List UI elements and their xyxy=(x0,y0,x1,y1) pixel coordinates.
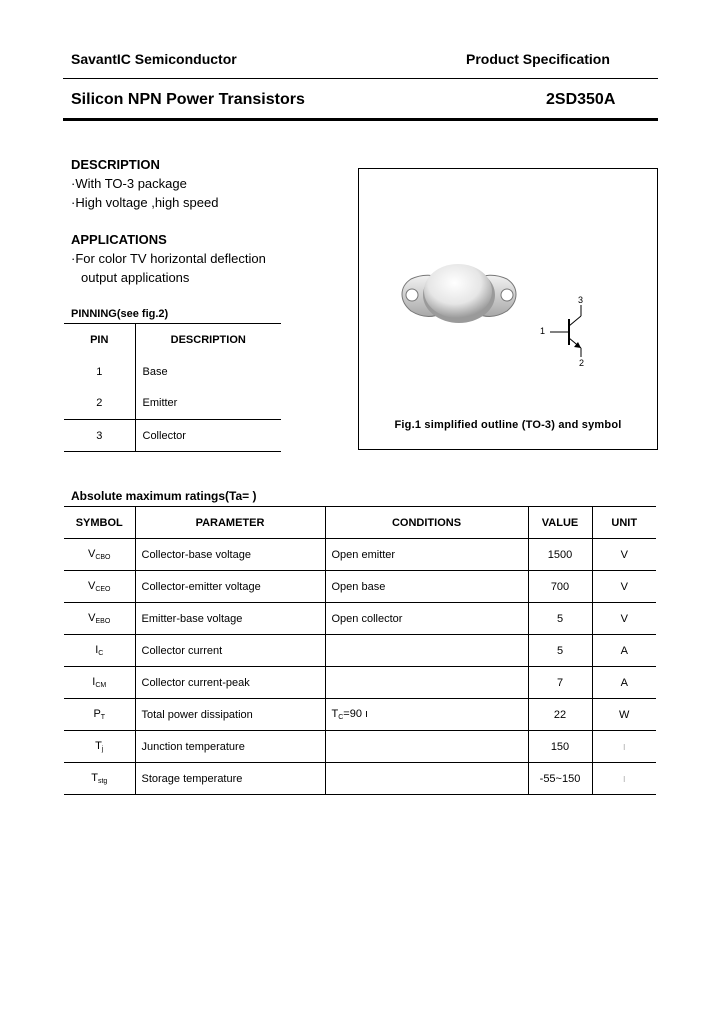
title-divider xyxy=(63,118,658,121)
pinning-table xyxy=(64,323,281,452)
value-cell: 150 xyxy=(528,731,592,763)
pinning-heading: PINNING(see fig.2) xyxy=(71,308,169,320)
ratings-heading: Absolute maximum ratings(Ta= ) xyxy=(71,489,257,503)
product-line: Silicon NPN Power Transistors xyxy=(71,91,305,108)
pin-col-header: PIN xyxy=(64,324,135,356)
pin-description: Collector xyxy=(135,420,281,452)
symbol-cell: $P_T$ xyxy=(64,699,135,731)
figure-box xyxy=(358,168,658,450)
parameter-cell: Total power dissipation xyxy=(135,699,325,731)
ratings-table xyxy=(64,506,656,795)
unit-cell: A xyxy=(592,635,656,667)
conditions-cell xyxy=(325,667,528,699)
table-row xyxy=(64,388,281,420)
pin-1-label: 1 xyxy=(540,326,546,336)
npn-transistor-symbol xyxy=(359,169,659,409)
table-row xyxy=(64,667,656,699)
parameter-cell: Collector-base voltage xyxy=(135,539,325,571)
symbol-col-header: SYMBOL xyxy=(64,507,135,539)
table-row xyxy=(64,356,281,388)
description-item: ·High voltage ,high speed xyxy=(71,195,219,210)
symbol-cell: $T_{stg}$ xyxy=(64,763,135,795)
conditions-col-header: CONDITIONS xyxy=(325,507,528,539)
parameter-cell: Junction temperature xyxy=(135,731,325,763)
figure-caption: Fig.1 simplified outline (TO-3) and symbol xyxy=(394,419,622,431)
header-divider xyxy=(63,78,658,79)
value-cell: 7 xyxy=(528,667,592,699)
parameter-cell: Collector current-peak xyxy=(135,667,325,699)
conditions-cell: Open collector xyxy=(325,603,528,635)
table-row xyxy=(64,635,656,667)
value-cell: 5 xyxy=(528,635,592,667)
conditions-cell: Open base xyxy=(325,571,528,603)
conditions-cell: Open emitter xyxy=(325,539,528,571)
unit-cell: ı xyxy=(592,763,656,795)
description-item: ·With TO-3 package xyxy=(71,176,187,191)
pin-number: 1 xyxy=(64,356,135,388)
unit-cell: V xyxy=(592,603,656,635)
conditions-cell: $T_C=90$ ı xyxy=(325,699,528,731)
parameter-col-header: PARAMETER xyxy=(135,507,325,539)
table-row xyxy=(64,539,656,571)
applications-heading: APPLICATIONS xyxy=(71,232,167,247)
table-row xyxy=(64,571,656,603)
parameter-cell: Storage temperature xyxy=(135,763,325,795)
applications-line: ·For color TV horizontal deflection xyxy=(71,251,266,266)
symbol-cell: $V_{CEO}$ xyxy=(64,571,135,603)
parameter-cell: Collector current xyxy=(135,635,325,667)
unit-col-header: UNIT xyxy=(592,507,656,539)
part-number: 2SD350A xyxy=(546,91,616,108)
unit-cell: ı xyxy=(592,731,656,763)
pin-2-label: 2 xyxy=(579,358,585,368)
parameter-cell: Emitter-base voltage xyxy=(135,603,325,635)
symbol-cell: $V_{EBO}$ xyxy=(64,603,135,635)
conditions-cell xyxy=(325,763,528,795)
unit-cell: W xyxy=(592,699,656,731)
spec-label: Product Specification xyxy=(466,51,610,67)
symbol-cell: $T_j$ xyxy=(64,731,135,763)
unit-cell: V xyxy=(592,539,656,571)
value-cell: 700 xyxy=(528,571,592,603)
symbol-cell: $V_{CBO}$ xyxy=(64,539,135,571)
description-heading: DESCRIPTION xyxy=(71,157,160,172)
conditions-cell xyxy=(325,731,528,763)
unit-cell: A xyxy=(592,667,656,699)
table-row xyxy=(64,699,656,731)
table-row xyxy=(64,603,656,635)
table-row xyxy=(64,731,656,763)
company-name: SavantIC Semiconductor xyxy=(71,51,237,67)
symbol-cell: $I_{CM}$ xyxy=(64,667,135,699)
value-cell: 22 xyxy=(528,699,592,731)
table-row xyxy=(64,763,656,795)
value-cell: -55~150 xyxy=(528,763,592,795)
parameter-cell: Collector-emitter voltage xyxy=(135,571,325,603)
value-col-header: VALUE xyxy=(528,507,592,539)
unit-cell: V xyxy=(592,571,656,603)
value-cell: 5 xyxy=(528,603,592,635)
applications-line: output applications xyxy=(81,270,190,285)
pin-description: Emitter xyxy=(142,397,178,410)
symbol-cell: $I_C$ xyxy=(64,635,135,667)
table-row xyxy=(64,420,281,452)
pin-3-label: 3 xyxy=(578,295,584,305)
value-cell: 1500 xyxy=(528,539,592,571)
pin-number: 2 xyxy=(64,388,135,420)
pin-description: Base xyxy=(142,365,168,378)
pin-number: 3 xyxy=(64,420,135,452)
description-col-header: DESCRIPTION xyxy=(135,324,281,356)
conditions-cell xyxy=(325,635,528,667)
